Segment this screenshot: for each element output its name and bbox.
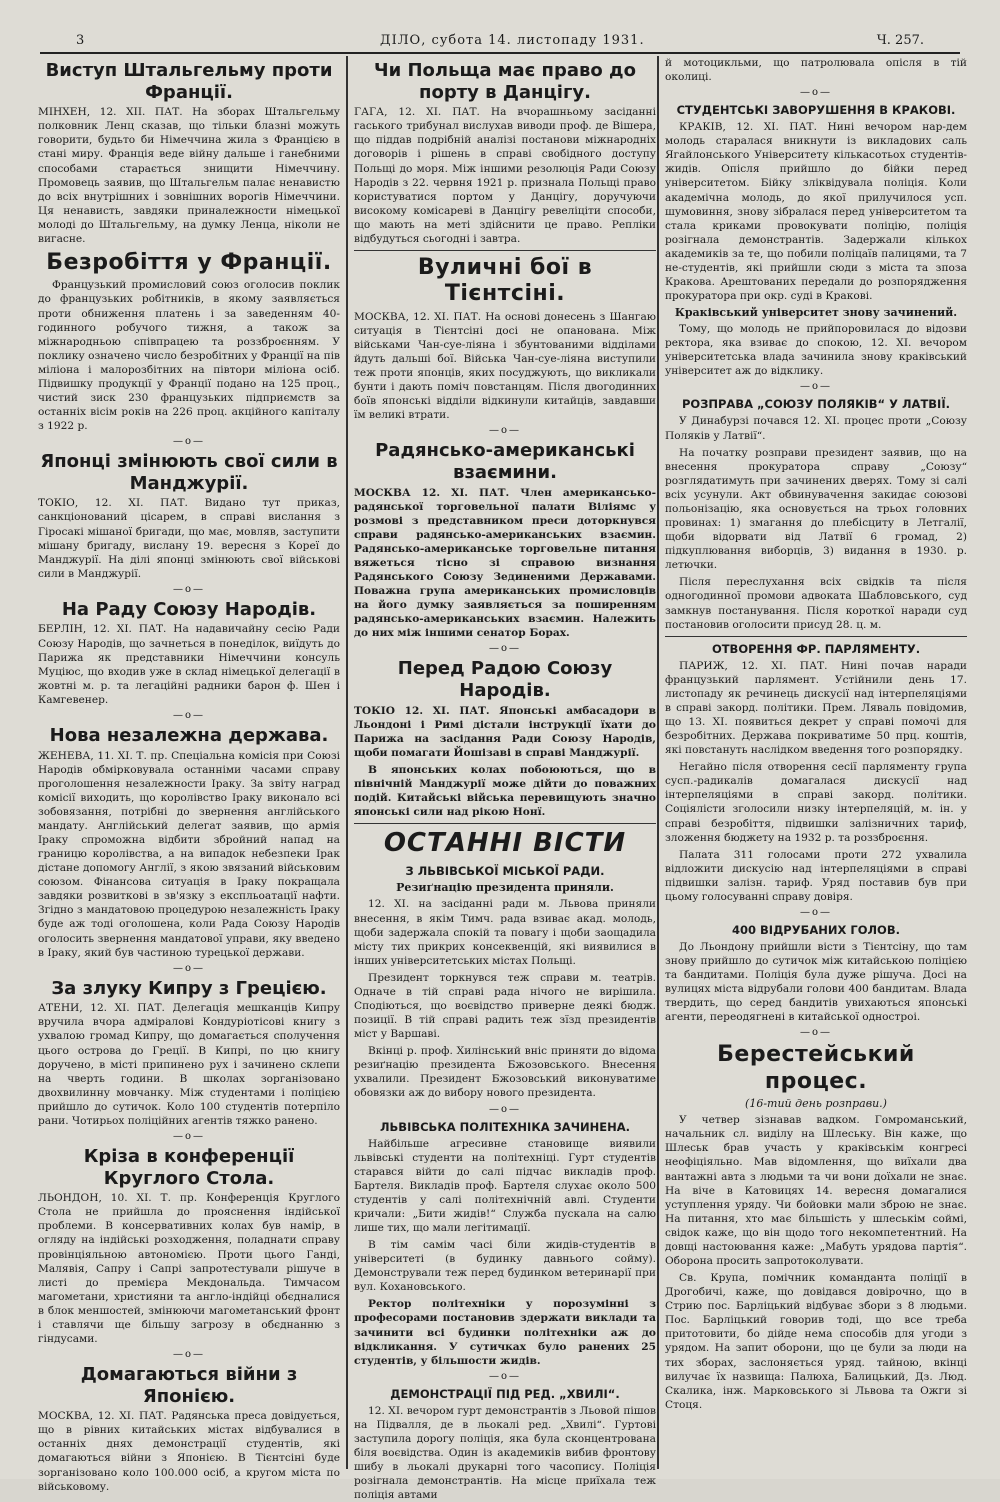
- article-text: В тім самім часі біли жидів-студентів в університеті (в будинку давнього сойму). Демонстрували теж перед будинком ветеринарії при вул. Кохановського.: [354, 1239, 656, 1294]
- article-text: АТЕНИ, 12. XI. ПАТ. Делегація мешканців Кипру вручила вчора адміралові Кондуріотісові книгу з ухвалою громад Кипру, що домагається сполучення цього острова до Греції. В Кипрі, по цю книгу доручено, в місті припинено рух і зачинено склепи на чверть години. В школах зорганізовано двохвилинну мовчанку. Між студентами і поліцією прийшло до сутичок. Коло 100 студентів потерпіло рани. Чотирьох поліційних агентів тяжко ранено.: [38, 1002, 340, 1127]
- article-title: 400 ВІДРУБАНИХ ГОЛОВ.: [732, 922, 900, 937]
- article-text: Негайно після отворення сесії парляменту група сусп.-радикалів домагалася дискусії над інтерпеляціями в справі закорд. політики. Соціялісти зголосили низку інтерпеляцій, м. ін. у справі безробіття, підвишки залізничних тариф, зложення бюджету на 1932 р. та роззброєння.: [665, 761, 967, 844]
- separator: —o—: [172, 1131, 206, 1142]
- article-text: ЛЬОНДОН, 10. XI. Т. пр. Конференція Круглого Стола не прийшла до прояснення індійської проблеми. В консервативних колах був намір, в огляду на індійські розходження, поладнати справу провінціяльною автономією. Проти цього Ганді, Малявія, Сапру і Сапрі запротестували рішуче в листі до премієра Мекдональда. Тимчасом магометани, християни та англо-індійці обєдналися в блок меншостей, змінюючи магометанський фронт і ставлячи ще більшу загрозу в обєднанню з гіндусами.: [38, 1192, 340, 1345]
- article-title: Кріза в конференції Круглого Стола.: [83, 1146, 295, 1189]
- article-title: Радянсько-американські взаємини.: [375, 440, 635, 483]
- article-text: На початку розправи президент заявив, що на внесення прокуратора справу „Союзу“ розглядатимуть при зачинених дверях. Тому зі салі всіх усунули. Акт обвинувачення закидає союзові польонізацію, яка основується на трьох головних провинах: 1) змагання до плебісциту в Летгалії, щоби відорвати від Латвії 6 громад, 2) підкуплювання виборців, 3) видання в 1930. р. летючки.: [665, 446, 967, 572]
- article-text: Св. Крупа, помічник команданта поліції в Дрогобичі, каже, що довідався довірочно, що в Стрию пос. Барліцький відбуває збори з 8 людьми. Пос. Барліцький говорив тоді, що все треба притотовити, бо дійде нема способів для угоди з урядом. На запит оборони, що це були за люди на тих зборах, заслоняється уряд. тайною, вкінці вилучає їх назвища: Палюха, Балицький, Дз. Люд. Скалика, інж. Марковського зі Львова та Ожги зі Стоця.: [665, 1272, 967, 1411]
- divider: [354, 250, 656, 251]
- article-title: Вуличні бої в Тієнтсіні.: [417, 254, 593, 307]
- article-subtitle: Резиґнацію президента приняли.: [396, 881, 614, 895]
- article-subtitle: Краківський університет знову зачинений.: [674, 306, 958, 320]
- separator: —o—: [488, 425, 522, 437]
- article-text: Найбільше агресивне становище виявили львівські студенти на політехніці. Гурт студентів старався війти до салі підчас викладів проф. Бартеля. Викладів проф. Бартеля слухає около 500 студентів у салі політехнічній авлі. Студенти кричали: „Бити жидів!“ Служба пускала на салю лише тих, що мали легітимації.: [354, 1137, 656, 1234]
- article-text: В японських колах побоюються, що в північній Манджурії може дійти до поважних подій. Китайські війська перевищують значно японські сили над рікою Нонї.: [354, 763, 656, 819]
- article-text: Ректор політехніки у порозумінні з професорами постановив здержати виклади та зачинити всі будинки політехніки аж до відкликання. У сутичках було ранених 25 студентів, у більшости жидів.: [354, 1298, 656, 1367]
- divider: [665, 636, 967, 637]
- separator: —o—: [172, 962, 206, 974]
- separator: —o—: [488, 1370, 522, 1382]
- separator: —o—: [172, 583, 206, 595]
- article-title: Нова незалежна держава.: [49, 724, 329, 746]
- article-text: й мотоцикльми, що патролювала опісля в тій околиці.: [665, 57, 967, 84]
- page-number: 3: [76, 33, 85, 48]
- article-title: За злуку Кипру з Грецією.: [51, 977, 327, 999]
- article-text: КРАКІВ, 12. XI. ПАТ. Нині вечором нар-дем молодь старалася вникнути із викладових саль Ягайлонського Університету кількасотьох студентів-жидів. Опісля прийшло до бійки перед університетом. Бійку зліквідувала поліція. Коли академічна молодь, до якої прилучилося усп. шумовиння, знову зібралася перед університетом та стала криками провокувати поліцію, поліція розігнала демонстрантів. Задержали кількох академиків за те, що побили поліцаїв палицями, та 7 не-студентів, які прийшли сюди з міста та зпоза Кракова. Арештованих передали до розпорядження прокуратора при окр. суді в Кракові.: [665, 121, 967, 303]
- separator: —o—: [799, 87, 833, 99]
- article-text: ЖЕНЕВА, 11. XI. Т. пр. Спеціальна комісія при Союзі Народів обмірковувала останніми часами справу проголошення незалежности Іраку. За звіту наград комісії виходить, що королівство Іраку виконало всі зобовязання, потрібні до звернення англійського мандату. Англійський делегат заявив, що армія Іраку спроможна відбити збройний напад на границю королівства, а на випадок небезпеки Ірак дістане допомогу Англії, з якою звязаний військовим союзом. Фінансова ситуація в Іраку покращала завдяки розвиткові в зв'язку з експльоатації нафти. Згідно з мандатовою процедурою незалежність Іраку буде аж тоді оголошена, коли Рада Союзу Народів оголосить звернення мандатової управи, яку введено в Іраку, який був частиною турецької держави.: [38, 749, 340, 959]
- article-title: З ЛЬВІВСЬКОЇ МІСЬКОЇ РАДИ.: [405, 864, 605, 879]
- article-text: У четвер зізнавав вадком. Гомроманський, начальник сл. виділу на Шлеську. Він каже, що Шлеськ брав участь у краківськім конгресі неофіціяльно. Мав відомлення, що виїхали два вантажні авта з людьми та чи вони доїхали не знає. На віче в Катовицях 14. вересня домагалися уступлення уряду. Чи бойовки мали зброю не знає. На питання, хто має більшість у шлеськім соймі, свідок каже, що він щодо того некомпетентний. На довщі настоювання каже: „Мабуть урядова партія“. Оборона просить запротоколувати.: [665, 1114, 967, 1268]
- section-banner: ОСТАННІ ВІСТИ: [383, 828, 627, 859]
- article-text: 12. XI. на засіданні ради м. Львова приняли внесення, в якім Тимч. рада взиває акад. молодь, щоби задержала спокій та повагу і щоби заощадила місту тих прикрих консеквенцій, які виявилися в інших університетських містах Польщі.: [354, 898, 656, 967]
- article-text: МОСКВА, 12. XI. ПАТ. На основі донесень з Шангаю ситуація в Тієнтсіні досі не опанована. Між військами Чан-суе-ліяна і збунтованими відділами йдуть дальші бої. Війська Чан-суе-ліяна виступили теж проти японців, яких посуджують, що викликали бунти і дають поміч повстанцям. Після двогодинних боїв японські відділи відкинули китайців, завдавши їм великі втрати.: [354, 310, 656, 422]
- article-text: Палата 311 голосами проти 272 ухвалила відложити дискусію над інтерпеляціями в справі підвишки залізн. тариф. Уряд поставив був при цьому голосуванні справу довіря.: [665, 848, 967, 903]
- article-text: У Динабурзі почався 12. XI. процес проти „Союзу Поляків у Латвії“.: [665, 415, 967, 442]
- article-title: На Раду Союзу Народів.: [61, 598, 317, 620]
- article-title: Перед Радою Союзу Народів.: [397, 658, 613, 702]
- article-title: РОЗПРАВА „СОЮЗУ ПОЛЯКІВ“ У ЛАТВІЇ.: [682, 397, 950, 412]
- article-text: 12. XI. вечором гурт демонстрантів з Льовой пішов на Підвалля, де в льокалі ред. „Хвилі“. Гуртові заступила дорогу поліція, яка була сконцентрована біля воєвідства. Один із академиків вибив фронтову шибу в льокалі друкарні того часопису. Поліція розігнала демонстрантів. На місце приїхала теж поліція автами: [354, 1404, 656, 1502]
- masthead-date: ДІЛО, субота 14. листопаду 1931.: [380, 33, 645, 48]
- article-text: До Льондону прийшли вісти з Тієнтсіну, що там знову прийшло до сутичок між китайською поліцією та бандитами. Поліція була дуже рішуча. Досі на вулицях міста відрубали голови 400 бандитам. Влада твердить, що серед бандитів увихаються японські агенти, переодягнені в китайської одностроі.: [665, 940, 967, 1024]
- page-header: [40, 30, 960, 54]
- article-title: Безробіття у Франції.: [46, 249, 332, 275]
- separator: —o—: [488, 1103, 522, 1115]
- article-title: Японці змінюють свої сили в Манджурії.: [40, 451, 338, 494]
- article-text: МОСКВА 12. XI. ПАТ. Член американсько-радянської торговельної палати Віліямс у розмові з представником преси доторкнувся справи радянсько-американських взаємин. Радянсько-американське торговельне питання вяжеться тісно зі справою визнання Радянського Союзу Зединеними Державами. Поважна група американських промисловців на його думку заявляється за поширенням радянсько-американських взаємин. Належить до них між іншими сенатор Борах.: [354, 486, 656, 640]
- article-text: МОСКВА, 12. XI. ПАТ. Радянська преса довідується, що в рівних китайських містах відбувалися в останніх днях демонстрації студентів, які домагаються війни з Японією. В Тієнтсіні буде зорганізовано коло 100.000 осіб, а кругом міста по військовому.: [38, 1410, 340, 1493]
- divider: [354, 823, 656, 824]
- column-1: [38, 56, 340, 1493]
- separator: —o—: [799, 381, 833, 393]
- article-title: СТУДЕНТСЬКІ ЗАВОРУШЕННЯ В КРАКОВІ.: [676, 103, 956, 118]
- column-2: [346, 56, 656, 1502]
- column-3: [657, 56, 967, 1469]
- article-text: ПАРИЖ, 12. XI. ПАТ. Нині почав наради французький парлямент. Устійнили день 17. листопаду як речинець дискусії над інтерпеляціями в справі закорд. політики. Прем. Ляваль повідомив, що 13. XI. появиться декрет у справі помочі для безробітних. Держава покриватиме 50 прц. коштів, які повстануть наслідком введення того розпорядку.: [665, 659, 967, 757]
- article-title: Берестейський процес.: [717, 1042, 915, 1094]
- issue-number: Ч. 257.: [876, 33, 924, 48]
- article-text: Вкінці р. проф. Хилінський вніс приняти до відома резиґнацію президента Бжозовського. Внесення ухвалили. Президент Бжозовський виконуватиме обовязки аж до вибору нового президента.: [354, 1045, 656, 1100]
- article-text: Тому, що молодь не прийпоровилася до відозви ректора, яка взиває до спокою, 12. XI. вечором університетська влада зачинила знову краківський університет аж до відклику.: [665, 323, 967, 378]
- article-title: Чи Польща має право до порту в Данцігу.: [374, 60, 636, 103]
- article-text: БЕРЛІН, 12. XI. ПАТ. На надавичайну сесію Ради Союзу Народів, що зачнеться в понеділок, виїдуть до Парижа як представники Німеччини консуль Муціюс, що входив уже в склад німецької делегації в жовтні м. р. та легаційні радники барон ф. Шен і Камгевенер.: [38, 623, 340, 706]
- article-title: ОТВОРЕННЯ ФР. ПАРЛЯМЕНТУ.: [711, 641, 921, 656]
- separator: —o—: [172, 436, 206, 448]
- article-title: Виступ Штальгельму проти Франції.: [45, 60, 333, 103]
- separator: —o—: [799, 906, 833, 918]
- article-subtitle: (16-тий день розправи.): [745, 1097, 887, 1111]
- article-text: ТОКІО 12. XI. ПАТ. Японські амбасадори в Льондоні і Римі дістали інструкції їхати до Парижа на засідання Ради Союзу Народів, щоби помагати Йошізаві в справі Манджурії.: [354, 704, 656, 759]
- separator: —o—: [488, 643, 522, 655]
- article-text: Президент торкнувся теж справи м. театрів. Одначе в тій справі рада нічого не вирішила. Сподіються, що воєвідство приверне деякі бюдж. позиції. В тій справі радить теж зїзд президентів міст у Варшаві.: [354, 971, 656, 1041]
- separator: —o—: [172, 1349, 206, 1361]
- article-text: МІНХЕН, 12. XII. ПАТ. На зборах Штальгельму полковник Ленц сказав, що тільки блазні можуть говорити, будьто би Німеччина жила з Францією в стані миру. Франція веде війну дальше і ганебними способами старається знищити Німеччину. Промовець заявив, що Штальгельм палає ненавистю до всіх внутрішних і зовнішних ворогів Німеччини. Ця ненависть, завдяки приналежности німецької молоді до Штальгельму, на думку Ленца, ніколи не вигасне.: [38, 106, 340, 245]
- article-title: Домагаються війни з Японією.: [80, 1364, 298, 1407]
- article-title: ЛЬВІВСЬКА ПОЛІТЕХНІКА ЗАЧИНЕНА.: [379, 1119, 630, 1134]
- article-text: ТОКІО, 12. XI. ПАТ. Видано тут приказ, санкціонований цісарем, в справі вислання з Гіросакі мішаної бригади, що має, мовляв, заступити мішану бригаду, вислану 19. вересня з Кореї до Манджурії. На ділі японці змінюють свої військові сили в Манджурії.: [38, 497, 340, 580]
- article-title: ДЕМОНСТРАЦІЇ ПІД РЕД. „ХВИЛІ“.: [390, 1386, 620, 1401]
- separator: —o—: [799, 1027, 833, 1039]
- separator: —o—: [172, 709, 206, 721]
- article-text: ГАГА, 12. XI. ПАТ. На вчорашньому засіданні гаського трибунал вислухав виводи проф. де Вішера, що піддав подрібній аналізі постанови міжнародніх договорів і рішень в справі свобідного доступу Польщі до моря. Між іншими резолюція Ради Союзу Народів з 22. червня 1921 р. признала Польщі право користуватися портом у Данцігу, доручуючи високому комісареві в Данцігу ревеліціти способи, що мають на меті здійснити це право. Репліки відбудуться сьогодні і завтра.: [354, 106, 656, 245]
- article-text: Французький промисловий союз оголосив поклик до французьких робітників, в якому заявляється проти обниження платень і за заведенням 40-годинного робучого тижня, а також за міжнародньою співпрацею та роззброєнням. У поклику означено число безробітних у Франції на пів міліона і малорозбітних на півтори міліона осіб. Підвишку продукції у Франції подано на 125 проц., чистий зиск 230 французьких підприємств за останніх вісім років на 226 проц. акційного капіталу з 1922 р.: [38, 279, 340, 433]
- article-text: Після переслухання всіх свідків та після одногодинної промови адвоката Шабловського, суд замкнув постанування. Після короткої наради суд постановив оголосити присуд 28. ц. м.: [665, 576, 967, 631]
